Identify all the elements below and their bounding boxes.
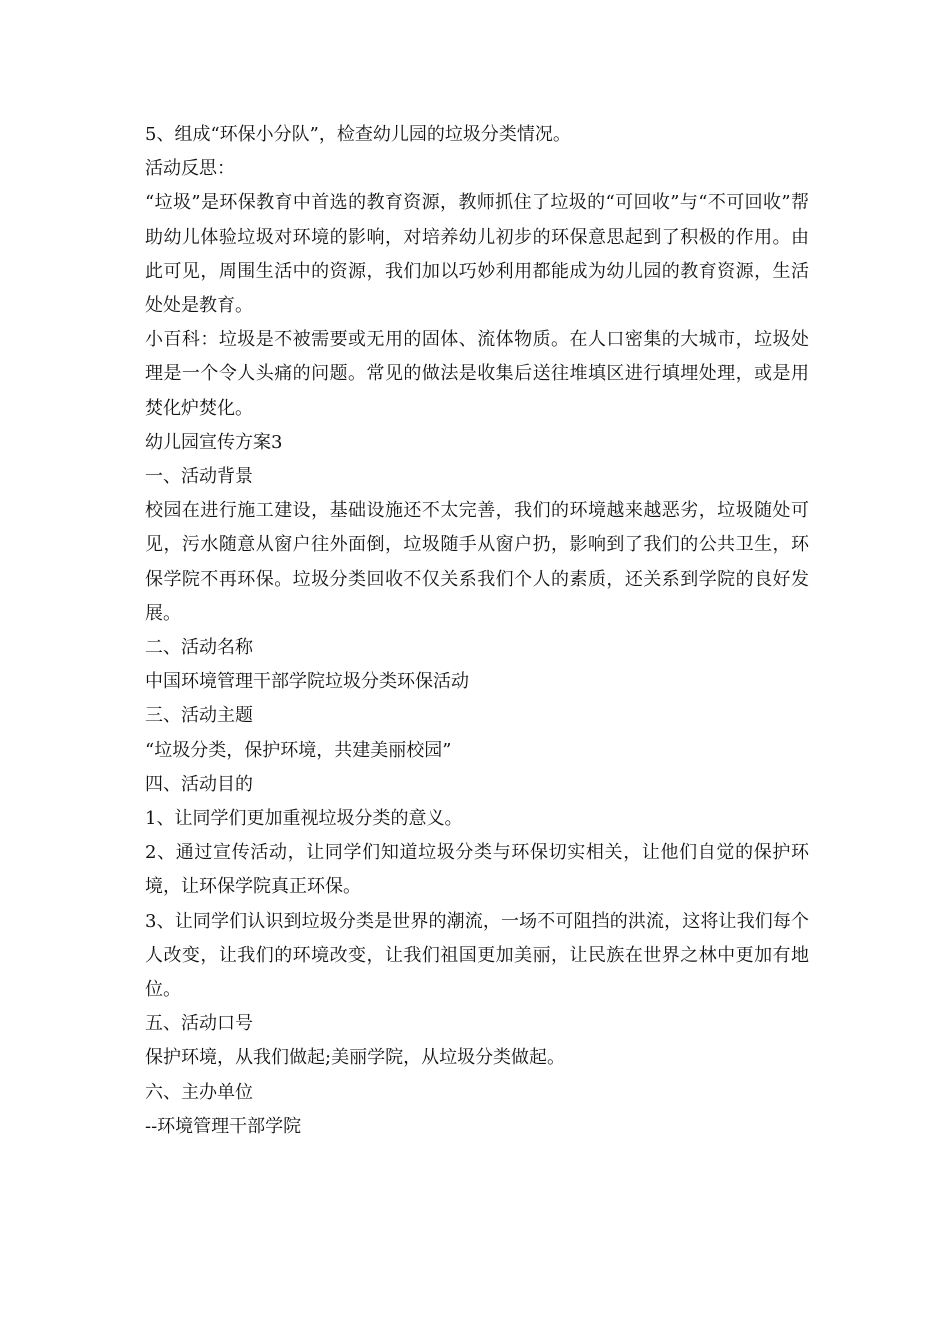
paragraph-background: 校园在进行施工建设，基础设施还不太完善，我们的环境越来越恶劣，垃圾随处可见，污水随意从窗户往外面倒，垃圾随手从窗户扔，影响到了我们的公共卫生，环保学院不再环保。垃圾分类回收不仅关系我们个人的素质，还关系到学院的良好发展。: [145, 500, 809, 624]
paragraph-reflection-heading: 活动反思：: [145, 158, 235, 180]
paragraph-purpose-1: 1、让同学们更加重视垃圾分类的意义。: [145, 808, 463, 830]
heading-activity-name: 二、活动名称: [145, 637, 253, 659]
heading-theme: 三、活动主题: [145, 705, 253, 727]
heading-organizer: 六、主办单位: [145, 1081, 253, 1103]
paragraph-slogan: 保护环境，从我们做起;美丽学院，从垃圾分类做起。: [145, 1047, 566, 1069]
paragraph-purpose-3: 3、让同学们认识到垃圾分类是世界的潮流，一场不可阻挡的洪流，这将让我们每个人改变，让我们的环境改变，让我们祖国更加美丽，让民族在世界之林中更加有地位。: [145, 910, 809, 1001]
paragraph-step-5: 5、组成“环保小分队”，检查幼儿园的垃圾分类情况。: [145, 124, 571, 145]
heading-purpose: 四、活动目的: [145, 773, 253, 795]
heading-slogan: 五、活动口号: [145, 1013, 253, 1035]
paragraph-activity-name: 中国环境管理干部学院垃圾分类环保活动: [145, 671, 469, 693]
paragraph-organizer: --环境管理干部学院: [145, 1115, 302, 1137]
document-body: [145, 118, 809, 1144]
section-title-plan-3: 幼儿园宣传方案3: [145, 431, 283, 453]
paragraph-theme: “垃圾分类，保护环境，共建美丽校园”: [145, 739, 452, 761]
paragraph-purpose-2: 2、通过宣传活动，让同学们知道垃圾分类与环保切实相关，让他们自觉的保护环境，让环保学院真正环保。: [145, 842, 809, 898]
heading-background: 一、活动背景: [145, 466, 253, 488]
paragraph-encyclopedia: 小百科：垃圾是不被需要或无用的固体、流体物质。在人口密集的大城市，垃圾处理是一个令人头痛的问题。常见的做法是收集后送往堆填区进行填埋处理，或是用焚化炉焚化。: [145, 329, 809, 419]
paragraph-reflection-body: “垃圾”是环保教育中首选的教育资源，教师抓住了垃圾的“可回收”与“不可回收”帮助幼儿体验垃圾对环境的影响，对培养幼儿初步的环保意思起到了积极的作用。由此可见，周围生活中的资源，我们加以巧妙利用都能成为幼儿园的教育资源，生活处处是教育。: [145, 192, 809, 317]
